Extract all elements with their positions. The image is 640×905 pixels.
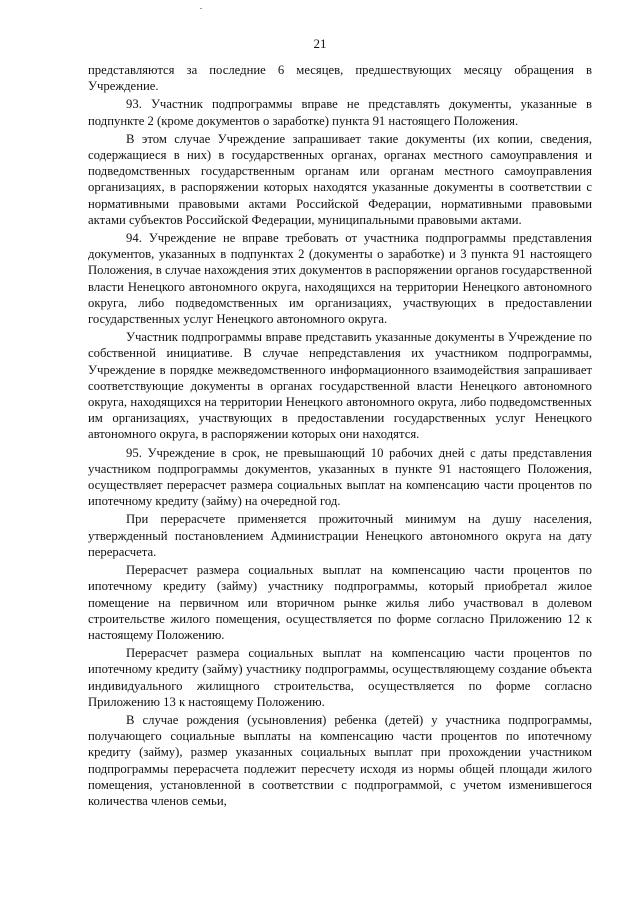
paragraph-95-form-13: Перерасчет размера социальных выплат на компенсацию части процентов по ипотечному кредиту (займу) участнику подпрограммы, осуществляющему создание объекта индивидуального жилищного строительства, осуществляется по форме согласно Приложению 13 к настоящему Положению. bbox=[88, 646, 592, 709]
body-text bbox=[88, 62, 592, 811]
paragraph-95-form-12: Перерасчет размера социальных выплат на компенсацию части процентов по ипотечному кредиту (займу) участнику подпрограммы, который приобретал жилое помещение на первичном или вторичном рынке жилья либо участвовал в долевом строительстве жилого помещения, осуществляется по форме согласно Приложению 12 к настоящему Положению. bbox=[88, 563, 592, 642]
paragraph-continuation: представляются за последние 6 месяцев, предшествующих месяцу обращения в Учреждение. bbox=[88, 63, 592, 94]
paragraph-94: 94. Учреждение не вправе требовать от участника подпрограммы представления документов, указанных в подпунктах 2 (документы о заработке) и 3 пункта 91 настоящего Положения, в случае нахождения этих документов в распоряжении органов государственной власти Ненецкого автономного округа, находящихся на территории Ненецкого автономного округа, либо подведомственных им организациях, участвующих в предоставлении государственных услуг Ненецкого автономного округа. bbox=[88, 231, 592, 327]
paragraph-94-initiative: Участник подпрограммы вправе представить указанные документы в Учреждение по собственной инициативе. В случае непредставления их участником подпрограммы, Учреждение в порядке межведомственного информационного взаимодействия запрашивает соответствующие документы в органах государственной власти Ненецкого автономного округа, находящихся на территории Ненецкого автономного округа, либо подведомственных им организациях, участвующих в предоставлении государственных услуг Ненецкого автономного округа, в распоряжении которых они находятся. bbox=[88, 330, 592, 442]
paragraph-93: 93. Участник подпрограммы вправе не представлять документы, указанные в подпункте 2 (кроме документов о заработке) пункта 91 настоящего Положения. bbox=[88, 97, 592, 128]
paragraph-93-request: В этом случае Учреждение запрашивает такие документы (их копии, сведения, содержащиеся в них) в государственных органах, органах местного самоуправления и подведомственных государственным органам или органам местного самоуправления организациях, в распоряжении которых находятся указанные документы в соответствии с нормативными правовыми актами Российской Федерации, нормативными правовыми актами субъектов Российской Федерации, муниципальными правовыми актами. bbox=[88, 131, 592, 227]
paragraph-95: 95. Учреждение в срок, не превышающий 10 рабочих дней с даты представления участником подпрограммы документов, указанных в пункте 91 настоящего Положения, осуществляет перерасчет размера социальных выплат на компенсацию части процентов по ипотечному кредиту (займу) на очередной год. bbox=[88, 445, 592, 509]
paragraph-95-minimum: При перерасчете применяется прожиточный минимум на душу населения, утвержденный постановлением Администрации Ненецкого автономного округа на дату перерасчета. bbox=[88, 512, 592, 559]
paragraph-95-birth: В случае рождения (усыновления) ребенка (детей) у участника подпрограммы, получающего социальные выплаты на компенсацию части процентов по ипотечному кредиту (займу), размер указанных социальных выплат при прохождении участником подпрограммы перерасчета подлежит пересчету исходя из нормы общей площади жилого помещения, установленной в соответствии с подпрограммой, с учетом изменившегося количества членов семьи, bbox=[88, 712, 592, 808]
page-number: 21 bbox=[313, 36, 327, 51]
scan-speck bbox=[200, 8, 202, 9]
